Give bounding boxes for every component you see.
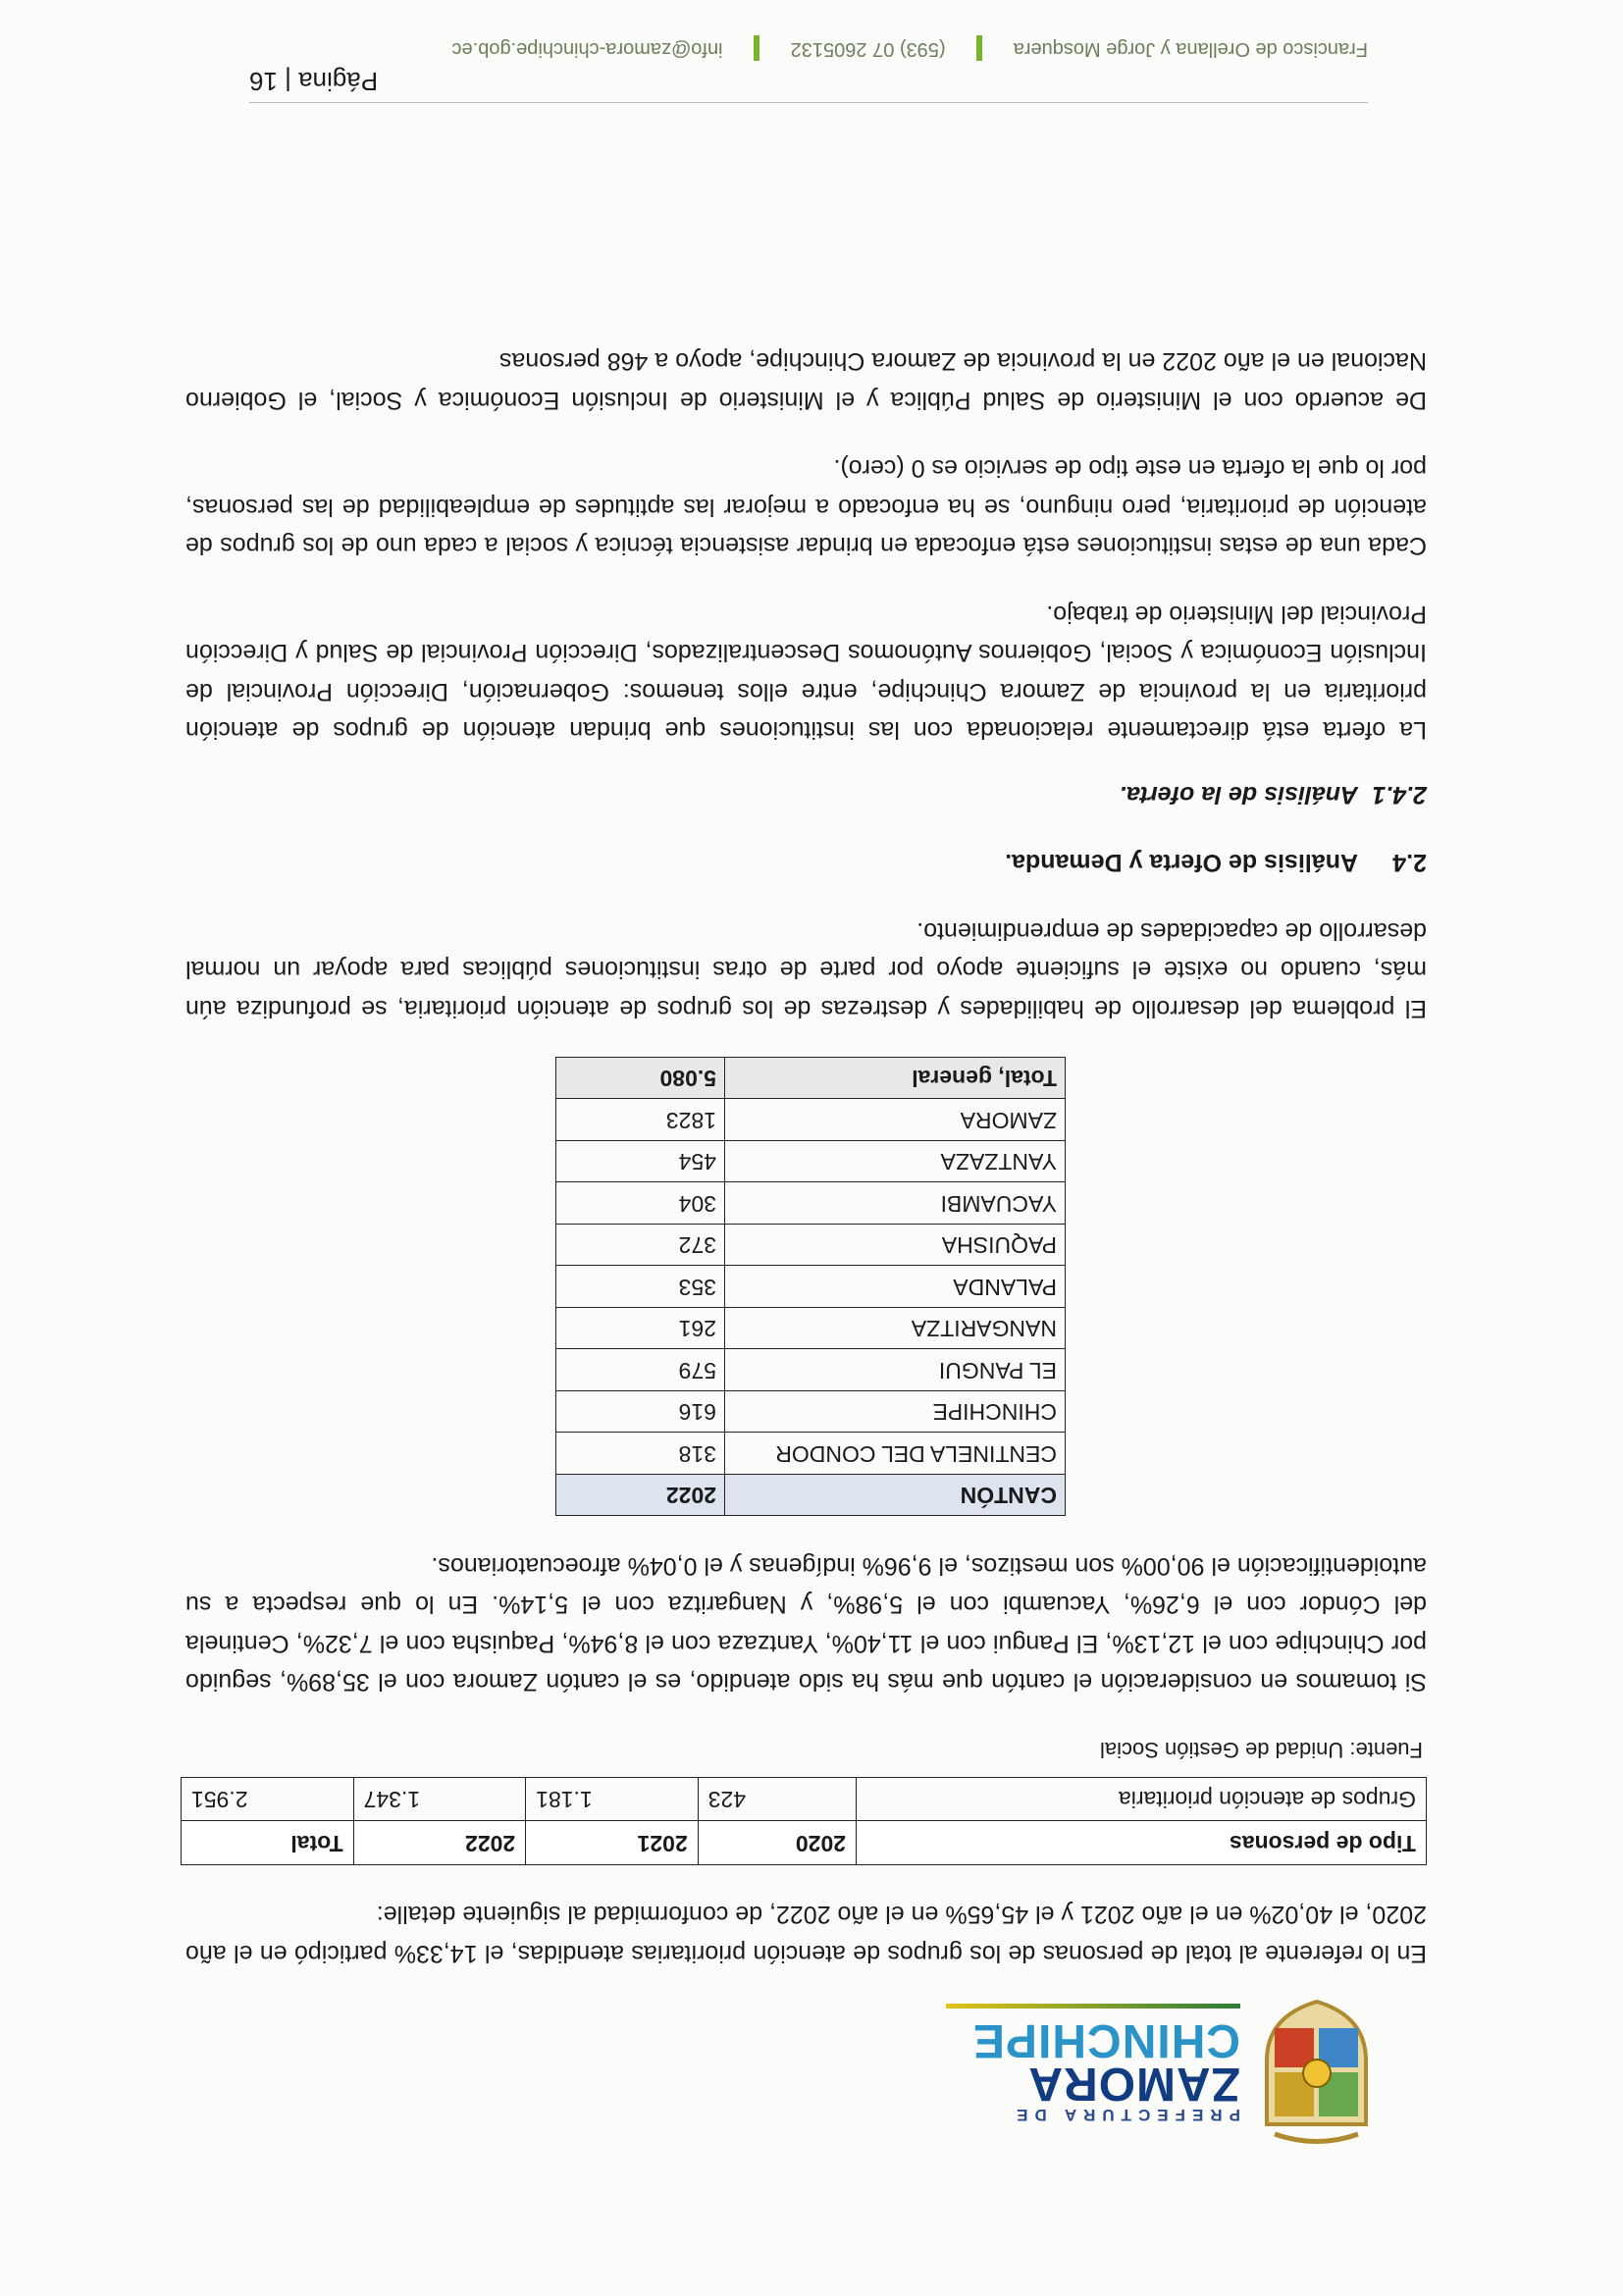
section-title: Análisis de la oferta. [1119,781,1358,809]
page-footer [249,37,1368,103]
intro-paragraph: En lo referente al total de personas de los grupos de atención prioritarias atendidas, el 14,33% participó en el año 2020, el 40,02% en el año 2021 y el 45,65% en el año 2022, de conformidad al siguiente detalle: [185,1901,1427,1967]
institutions-paragraph: Cada una de estas instituciones está enfocada en brindar asistencia técnica y social a cada uno de los grupos de atención de prioritaria, pero ninguno, se ha enfocado a mejorar las aptitudes de empleabilidad de las personas, por lo que la oferta en este tipo de servicio es 0 (cero). [185,454,1427,560]
canton-name: EL PANGUI [725,1349,1066,1391]
canton-value: 304 [556,1182,725,1225]
section-title: Análisis de Oferta y Demanda. [1005,849,1358,877]
cell-type: Grupos de atención prioritaria [857,1778,1427,1822]
footer-address: Francisco de Orellana y Jorge Mosquera [1013,37,1368,60]
problem-paragraph: El problema del desarrollo de habilidades y destrezas de los grupos de atención prioritaria, se profundiza aún más, cuando no existe el suficiente apoyo por parte de otras instituciones públicas para apoyar un normal desarrollo de capacidades de emprendimiento. [185,917,1427,1022]
document-body [185,312,1427,1972]
canton-name: NANGARITZA [725,1308,1066,1350]
section-number: 2.4 [1392,849,1427,877]
footer-separator [754,35,759,61]
cell-2021: 1.181 [526,1778,699,1822]
canton-value: 454 [556,1141,725,1183]
table-row [556,1141,1066,1183]
footer-phone: (593) 07 2605132 [790,37,946,60]
canton-value: 261 [556,1308,725,1350]
ministry-paragraph: De acuerdo con el Ministerio de Salud Pública y el Ministerio de Inclusión Económica y Social, el Gobierno Nacional en el año 2022 en la provincia de Zamora Chinchipe, apoyo a 468 personas [185,347,1427,414]
footer-contact [249,35,1368,61]
section-heading-2-4-1 [185,775,1427,814]
canton-value: 579 [556,1349,725,1391]
canton-table [555,1057,1066,1517]
table-row [556,1225,1066,1267]
canton-value: 616 [556,1391,725,1434]
canton-value: 1823 [556,1099,725,1141]
prefectura-logo [946,1997,1378,2144]
canton-value: 318 [556,1433,725,1475]
source-note: Fuente: Unidad de Gestión Social [1100,1738,1423,1762]
table-row [556,1182,1066,1225]
canton-name: CENTINELA DEL CONDOR [725,1433,1066,1475]
page-number: Página | 16 [249,67,379,96]
canton-paragraph: Si tomamos en consideración el cantón que más ha sido atendido, es el cantón Zamora con el 35,89%, seguido por Chinchipe con el 12,13%, El Pangui con el 11,40%, Yantzaza con el 8,94%, Paquisha con el 7,32%, Centinela del Cóndor con el 6,26%, Yacuambi con el 5,98%, y Nangaritza con el 5,14%. En lo que respecta a su autoidentificación el 90,00% son mestizos, el 9,96% indígenas y el 0,04% afroecuatorianos. [185,1552,1427,1696]
total-value: 5.080 [556,1058,725,1100]
section-heading-2-4 [185,843,1427,882]
header-2022: 2022 [353,1821,526,1865]
canton-name: YANTZAZA [725,1141,1066,1183]
footer-email: info@zamora-chinchipe.gob.ec [451,37,723,60]
logo-underline [946,2004,1240,2009]
table-row [556,1099,1066,1141]
canton-table-header [556,1475,1066,1517]
coat-of-arms-icon [1255,1997,1378,2144]
header-2020: 2020 [698,1821,856,1865]
canton-value: 353 [556,1266,725,1308]
cell-2020: 423 [698,1778,856,1822]
section-number: 2.4.1 [1372,781,1427,809]
header-2021: 2021 [526,1821,699,1865]
table-row [556,1391,1066,1434]
header-type: Tipo de personas [857,1821,1427,1865]
header-year: 2022 [556,1475,725,1517]
logo-line-3: CHINCHIPE [971,2014,1240,2066]
offer-paragraph: La oferta está directamente relacionada con las instituciones que brindan atención de grupos de atención prioritaria en la provincia de Zamora Chinchipe, entre ellos tenemos: Gobernación, Dirección Provincial de Inclusión Económica y Social, Gobiernos Autónomos Descentralizados, Dirección Provincial de Salud y Dirección Provincial del Ministerio de trabajo. [185,600,1427,745]
canton-name: CHINCHIPE [725,1391,1066,1434]
canton-name: ZAMORA [725,1099,1066,1141]
canton-name: YACUAMBI [725,1182,1066,1225]
table-row [556,1433,1066,1475]
table-row [182,1778,1427,1822]
logo-line-2: ZAMORA [1027,2058,1240,2110]
cell-2022: 1.347 [353,1778,526,1822]
header-canton: CANTÓN [725,1475,1066,1517]
total-row [556,1058,1066,1100]
table-row [556,1349,1066,1391]
table-row [556,1308,1066,1350]
canton-name: PALANDA [725,1266,1066,1308]
logo-line-1: PREFECTURA DE [1010,2106,1240,2124]
people-table-header [182,1821,1427,1865]
cell-total: 2.951 [182,1778,354,1822]
canton-value: 372 [556,1225,725,1267]
table-row [556,1266,1066,1308]
total-label: Total, general [725,1058,1066,1100]
people-table [181,1777,1427,1865]
canton-name: PAQUISHA [725,1225,1066,1267]
footer-separator [976,35,982,61]
header-total: Total [182,1821,354,1865]
